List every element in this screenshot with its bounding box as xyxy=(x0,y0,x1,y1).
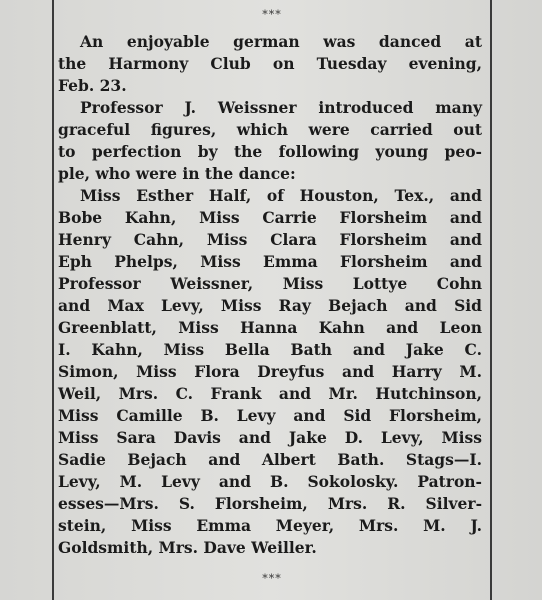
article-line: Bobe Kahn, Miss Carrie Florsheim and xyxy=(58,208,482,227)
article-line: ple, who were in the dance: xyxy=(58,164,296,183)
article-line: Levy, M. Levy and B. Sokolosky. Patron- xyxy=(58,472,482,491)
article-line: Sadie Bejach and Albert Bath. Stags—I. xyxy=(58,450,482,469)
article-line: Greenblatt, Miss Hanna Kahn and Leon xyxy=(58,318,482,337)
article-line: Professor Weissner, Miss Lottye Cohn xyxy=(58,274,482,293)
article-line: Goldsmith, Mrs. Dave Weiller. xyxy=(58,538,317,557)
article-line: and Max Levy, Miss Ray Bejach and Sid xyxy=(58,296,482,315)
article-line: Simon, Miss Flora Dreyfus and Harry M. xyxy=(58,362,482,381)
article-line: Miss Sara Davis and Jake D. Levy, Miss xyxy=(58,428,482,447)
article-line: stein, Miss Emma Meyer, Mrs. M. J. xyxy=(58,516,482,535)
article-line: the Harmony Club on Tuesday evening, xyxy=(58,54,482,73)
article-line: Feb. 23. xyxy=(58,76,127,95)
article-line: to perfection by the following young peo- xyxy=(58,142,482,161)
article-line: esses—Mrs. S. Florsheim, Mrs. R. Silver- xyxy=(58,494,482,513)
article-line: Eph Phelps, Miss Emma Florsheim and xyxy=(58,252,482,271)
article-line: Miss Camille B. Levy and Sid Florsheim, xyxy=(58,406,482,425)
column-rule-right xyxy=(490,0,492,600)
ornament-top: *** xyxy=(262,8,282,21)
article-line: Henry Cahn, Miss Clara Florsheim and xyxy=(58,230,482,249)
ornament-bottom: *** xyxy=(262,572,282,585)
column-rule-left xyxy=(52,0,54,600)
article-line: Miss Esther Half, of Houston, Tex., and xyxy=(80,186,482,205)
article-line: Weil, Mrs. C. Frank and Mr. Hutchinson, xyxy=(58,384,482,403)
article-line: I. Kahn, Miss Bella Bath and Jake C. xyxy=(58,340,482,359)
article-line: An enjoyable german was danced at xyxy=(80,32,482,51)
article-line: graceful figures, which were carried out xyxy=(58,120,482,139)
article-line: Professor J. Weissner introduced many xyxy=(80,98,482,117)
